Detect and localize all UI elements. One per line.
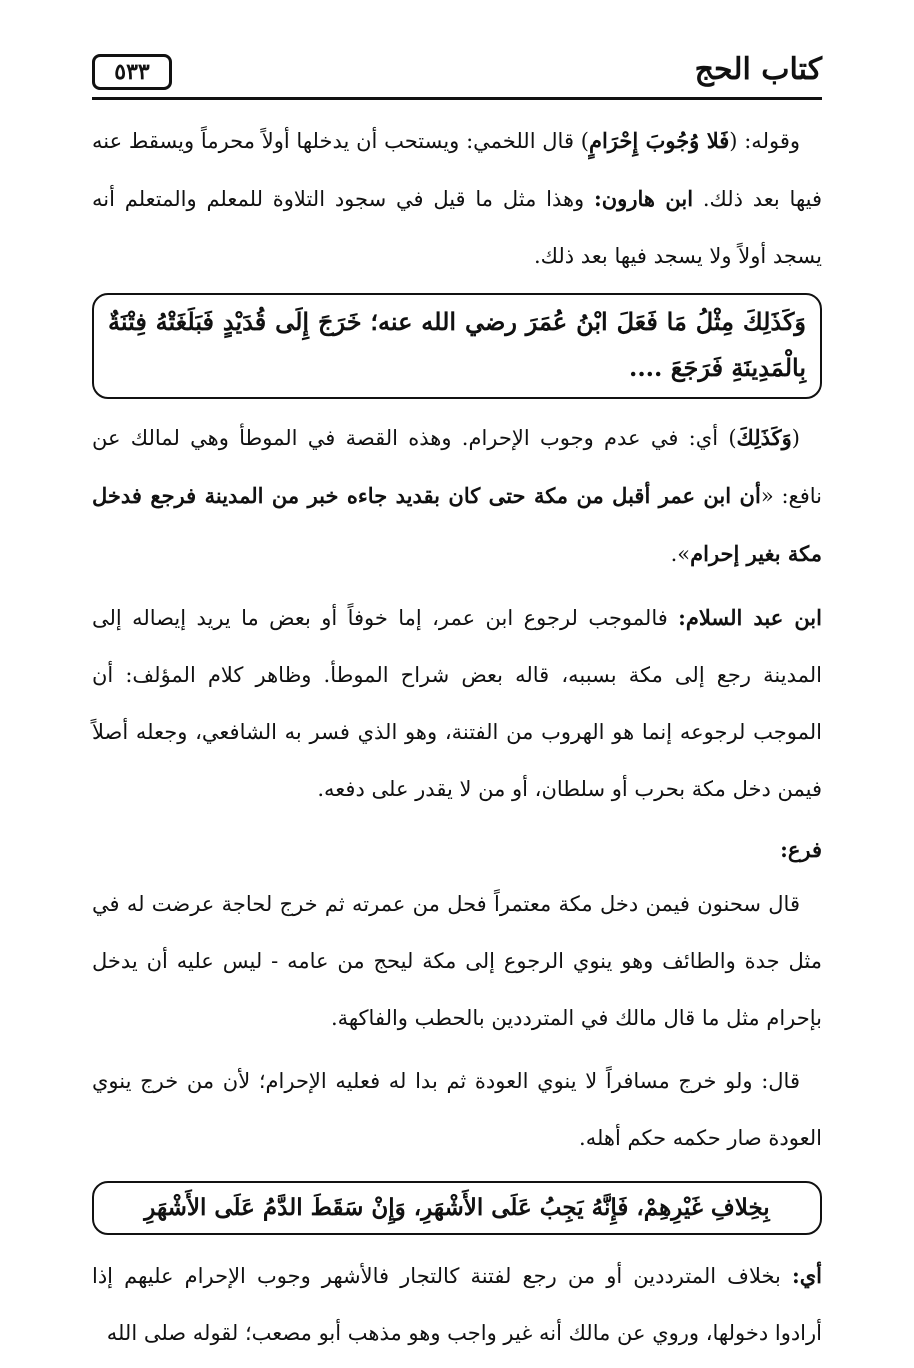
page-number: ٥٣٣ <box>92 54 172 90</box>
paragraph-lead: أي: <box>791 1263 822 1288</box>
branch-heading: فرع: <box>780 837 822 862</box>
matn-text: بِخِلافِ غَيْرِهِمْ، فَإِنَّهُ يَجِبُ عَلَى الأَشْهَرِ، وَإِنْ سَقَطَ الدَّمُ عَلَى الأَشْهَرِ <box>144 1194 770 1221</box>
matn-text: وَكَذَلِكَ مِثْلُ مَا فَعَلَ ابْنُ عُمَرَ رضي الله عنه؛ خَرَجَ إِلَى قُدَيْدٍ فَبَلَغَتْهُ فِتْنَةٌ بِالْمَدِينَةِ فَرَجَعَ .... <box>108 307 806 382</box>
header-rule <box>92 97 822 100</box>
paragraph-text: بخلاف المترددين أو من رجع لفتنة كالتجار فالأشهر وجوب الإحرام عليهم إذا أرادوا دخولها، وروي عن مالك أنه غير واجب وهو مذهب أبو مصعب؛ لقوله صلى الله <box>92 1264 822 1345</box>
paragraph-text: وهذا مثل ما قيل في سجود التلاوة للمعلم والمتعلم أنه يسجد أولاً ولا يسجد فيها بعد ذلك. <box>92 187 822 268</box>
paragraph-return-intent: قال: ولو خرج مسافراً لا ينوي العودة ثم بدا له فعليه الإحرام؛ لأن من خرج ينوي العودة صار حكمه حكم أهله. <box>92 1069 822 1150</box>
matn-box-others <box>92 1181 822 1235</box>
page-header <box>92 40 822 100</box>
paragraph-text: ) قال اللخمي: ويستحب أن يدخلها أولاً محرماً ويسقط عنه فيها بعد ذلك. <box>92 129 822 211</box>
paragraph-text: ) أي: في عدم وجوب الإحرام. وهذه القصة في الموطأ وهي لمالك عن نافع: « <box>92 426 823 508</box>
matn-quote: فَلا وُجُوبَ إِحْرَامٍ <box>588 128 730 153</box>
hadith-quote: أن ابن عمر أقبل من مكة حتى كان بقديد جاءه خبر من المدينة فرجع فدخل مكة بغير إحرام <box>92 483 822 566</box>
matn-box-ibn-umar <box>92 293 822 399</box>
paragraph-lead: وقوله: ( <box>729 129 800 153</box>
book-title: كتاب الحج <box>694 52 822 87</box>
paragraph-text: فالموجب لرجوع ابن عمر، إما خوفاً أو بعض ما يريد إيصاله إلى المدينة رجع إلى مكة بسببه، قاله بعض شراح الموطأ. وظاهر كلام المؤلف: أن الموجب لرجوعه إنما هو الهروب من الفتنة، وهو الذي فسر به الشافعي، وجعله أصلاً فيمن دخل مكة بحرب أو سلطان، أو من لا يقدر على دفعه. <box>92 606 822 801</box>
paragraph-sahnun: قال سحنون فيمن دخل مكة معتمراً فحل من عمرته ثم خرج لحاجة عرضت له في مثل جدة والطائف وهو ينوي الرجوع إلى مكة ليحج من عامه - ليس عليه أن يدخل بإحرام مثل ما قال مالك في المترددين بالحطب والفاكهة. <box>92 892 822 1030</box>
paragraph-muwatta <box>92 409 822 583</box>
page-body <box>92 112 822 1368</box>
quote-close: ». <box>670 542 691 566</box>
scholar-name-ibn-harun: ابن هارون: <box>594 186 694 211</box>
matn-keyword: وَكَذَلِكَ <box>736 425 792 450</box>
paragraph-explanation <box>92 1247 822 1362</box>
scholar-name-ibn-abd-salam: ابن عبد السلام: <box>678 605 822 630</box>
paren-open: ( <box>791 426 800 450</box>
paragraph-lakhmi <box>92 112 822 285</box>
paragraph-ibn-abd-salam <box>92 589 822 818</box>
